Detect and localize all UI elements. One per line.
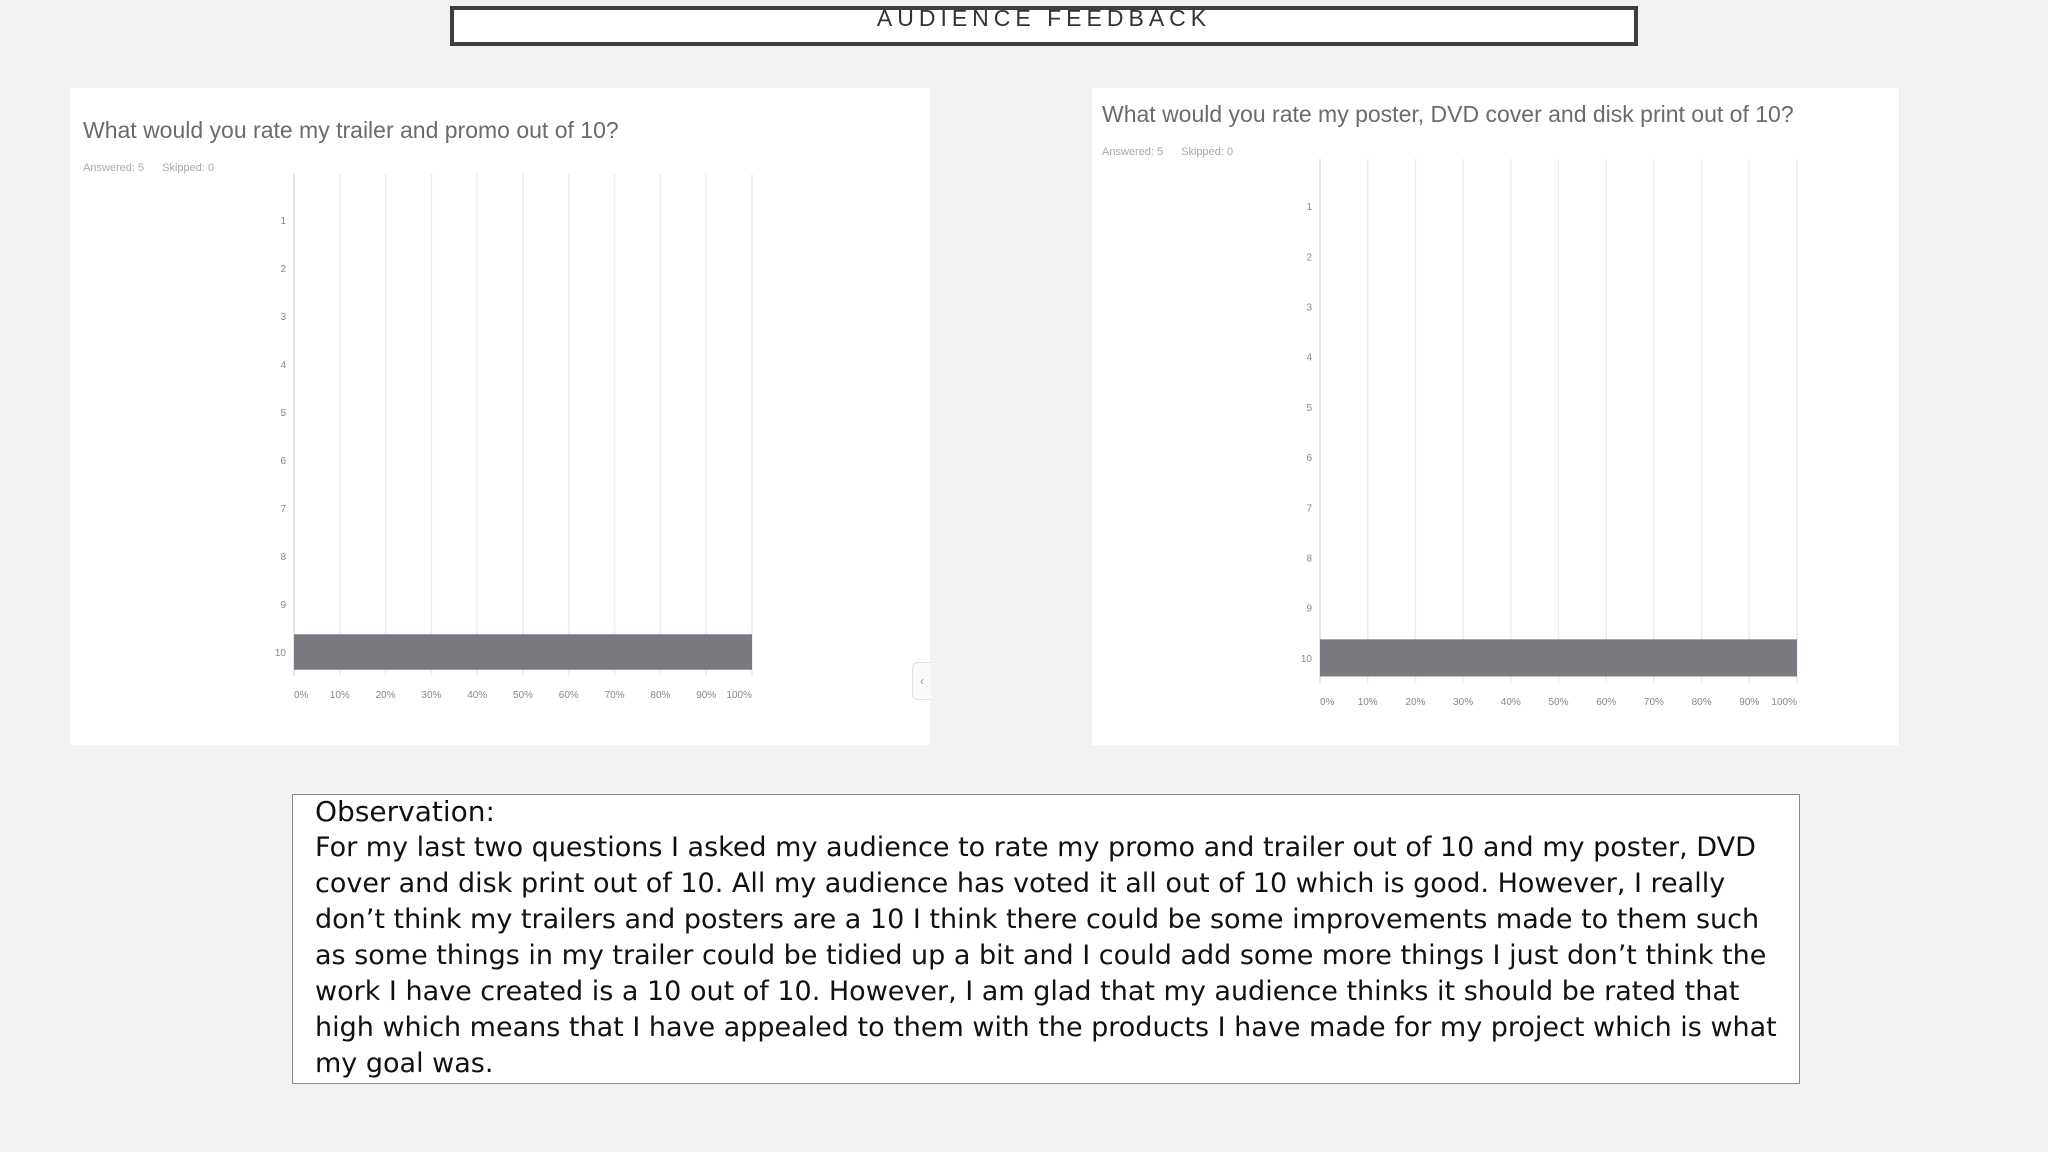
poster-question-title: What would you rate my poster, DVD cover and disk print out of 10? [1102,101,1794,127]
x-tick-label: 0% [294,690,309,701]
x-tick-label: 0% [1320,697,1335,708]
observation-heading: Observation: [315,795,495,828]
y-tick-label: 8 [280,552,286,563]
bar-rating-10 [294,634,752,670]
x-tick-label: 10% [329,690,350,701]
x-tick-label: 100% [1771,697,1797,708]
y-tick-label: 10 [1300,653,1312,665]
y-tick-label: 3 [280,312,286,323]
trailer-rating-chart [70,88,930,745]
x-tick-label: 90% [1739,697,1760,708]
y-tick-label: 1 [1306,202,1312,214]
x-tick-label: 90% [696,690,717,701]
x-tick-label: 100% [726,690,752,701]
bar-rating-10 [1320,639,1797,676]
x-tick-label: 80% [1691,697,1712,708]
y-tick-label: 10 [274,648,286,659]
y-tick-label: 4 [1306,352,1312,364]
x-tick-label: 20% [1405,697,1426,708]
x-tick-label: 30% [1453,697,1474,708]
y-tick-label: 7 [1306,503,1312,515]
trailer-skipped-count: Skipped: 0 [162,162,215,174]
poster-answered-count: Answered: 5 [1102,146,1164,158]
y-tick-label: 6 [1306,453,1312,465]
y-tick-label: 5 [1306,402,1312,414]
trailer-rating-panel [70,88,930,745]
x-tick-label: 50% [1548,697,1569,708]
poster-skipped-count: Skipped: 0 [1181,146,1234,158]
x-tick-label: 70% [604,690,625,701]
x-tick-label: 40% [1500,697,1521,708]
poster-rating-chart [1092,88,1899,745]
y-tick-label: 1 [280,216,286,227]
trailer-question-title: What would you rate my trailer and promo out of 10? [83,117,619,143]
slide-title: AUDIENCE FEEDBACK [876,5,1212,31]
y-tick-label: 2 [1306,252,1312,264]
x-tick-label: 20% [375,690,396,701]
poster-rating-panel [1092,88,1899,745]
y-tick-label: 8 [1306,553,1312,565]
x-tick-label: 40% [467,690,488,701]
observation-box [292,794,1800,1084]
y-tick-label: 7 [280,504,286,515]
x-tick-label: 70% [1643,697,1664,708]
x-tick-label: 60% [558,690,579,701]
y-tick-label: 2 [280,264,286,275]
x-tick-label: 30% [421,690,442,701]
x-tick-label: 60% [1596,697,1617,708]
observation-body: For my last two questions I asked my audience to rate my promo and trailer out of 10 and my poster, DVD cover and disk print out of 10. All my audience has voted it all out of 10 which is good. However, I really don’t think my trailers and posters are a 10 I think there could be some improvements made to them such as some things in my trailer could be tidied up a bit and I could add some more things I just don’t think the work I have created is a 10 out of 10. However, I am glad that my audience thinks it should be rated that high which means that I have appealed to them with the products I have made for my project which is what my goal was. [315,832,1777,1079]
y-tick-label: 9 [280,600,286,611]
x-tick-label: 50% [512,690,534,701]
y-tick-label: 9 [1306,603,1312,615]
x-tick-label: 80% [650,690,671,701]
expand-tab-icon[interactable]: ‹ [912,662,931,700]
x-tick-label: 10% [1357,697,1378,708]
y-tick-label: 3 [1306,302,1312,314]
y-tick-label: 6 [280,456,286,467]
y-tick-label: 5 [280,408,286,419]
y-tick-label: 4 [280,360,286,371]
trailer-answered-count: Answered: 5 [83,162,145,174]
slide-title-box [450,6,1638,46]
